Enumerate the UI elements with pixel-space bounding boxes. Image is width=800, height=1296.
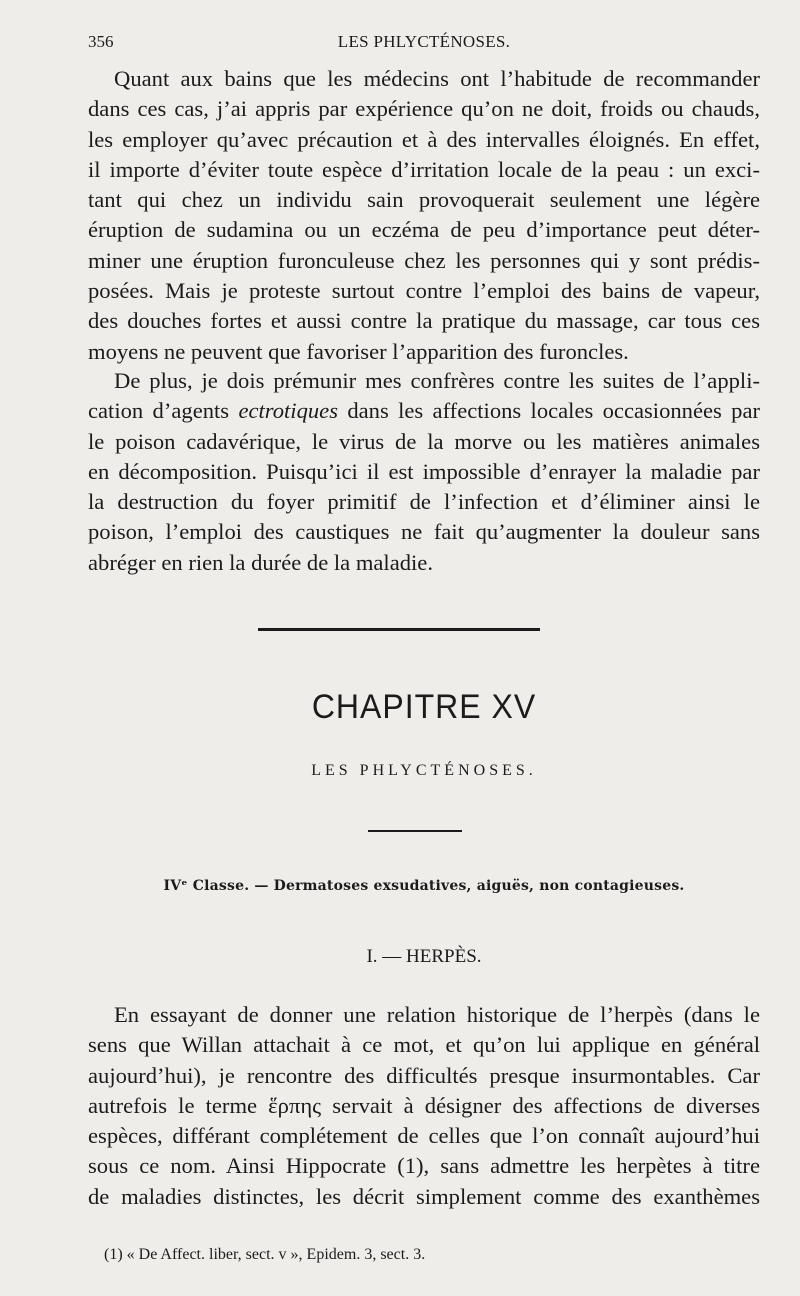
text-line: poison, l’emploi des caustiques ne fait qu’augmenter la douleur sans — [88, 519, 760, 545]
text-line: sous ce nom. Ainsi Hippocrate (1), sans admettre les herpètes à titre — [88, 1153, 760, 1179]
text-line: dans ces cas, j’ai appris par expérience qu’on ne doit, froids ou chauds, — [88, 96, 760, 122]
footnote: (1) « De Affect. liber, sect. v », Epidem. 3, sect. 3. — [104, 1246, 426, 1263]
text-line: miner une éruption furonculeuse chez les personnes qui y sont prédis- — [88, 247, 760, 273]
text-line: en décomposition. Puisqu’ici il est impossible d’enrayer la maladie par — [88, 458, 760, 484]
text-line: sens que Willan attachait à ce mot, et qu’on lui applique en général — [88, 1032, 760, 1058]
text-line: le poison cadavérique, le virus de la morve ou les matières animales — [88, 428, 760, 454]
text-line: il importe d’éviter toute espèce d’irritation locale de la peau : un exci- — [88, 156, 760, 182]
text-line: la destruction du foyer primitif de l’infection et d’éliminer ainsi le — [88, 489, 760, 515]
text-line: En essayant de donner une relation historique de l’herpès (dans le — [114, 1002, 760, 1027]
text-line: espèces, différant complétement de celles que l’on connaît aujourd’hui — [88, 1123, 760, 1149]
chapter-divider — [258, 628, 540, 631]
page-header — [88, 28, 760, 56]
text-line: moyens ne peuvent que favoriser l’apparition des furoncles. — [88, 338, 629, 364]
text-line: Quant aux bains que les médecins ont l’habitude de recommander — [114, 66, 760, 91]
paragraph-baths — [88, 64, 760, 367]
text-run: dans les affections locales occasionnées par — [338, 398, 760, 424]
chapter-title: CHAPITRE XV — [311, 686, 537, 726]
running-head: LES PHLYCTÉNOSES. — [337, 32, 511, 51]
text-line: les employer qu’avec précaution et à des intervalles éloignés. En effet, — [88, 126, 760, 152]
class-heading: IVᵉ Classe. — Dermatoses exsudatives, aiguës, non contagieuses. — [163, 878, 685, 894]
text-line: abréger en rien la durée de la maladie. — [88, 549, 433, 575]
paragraph-caustics — [88, 366, 760, 578]
text-line: des douches fortes et aussi contre la pratique du massage, car tous ces — [88, 308, 760, 334]
text-line: autrefois le terme ἕρπης servait à désigner des affections de diverses — [88, 1092, 760, 1118]
text-line — [88, 396, 760, 426]
section-heading: I. — HERPÈS. — [366, 946, 482, 967]
text-run: cation d’agents — [88, 398, 239, 424]
text-line: aujourd’hui), je rencontre des difficultés presque insurmontables. Car — [88, 1062, 760, 1088]
chapter-subtitle: LES PHLYCTÉNOSES. — [311, 762, 537, 779]
italic-term: ectrotiques — [238, 398, 338, 424]
text-line: De plus, je dois prémunir mes confrères contre les suites de l’appli- — [114, 368, 760, 393]
text-line: de maladies distinctes, les décrit simplement comme des exanthèmes — [88, 1183, 760, 1209]
text-line: éruption de sudamina ou un eczéma de peu d’importance peut déter- — [88, 217, 760, 243]
text-line: tant qui chez un individu sain provoquerait seulement une légère — [88, 187, 760, 213]
paragraph-herpes — [88, 1000, 760, 1212]
text-line: posées. Mais je proteste surtout contre l’emploi des bains de vapeur, — [88, 278, 760, 304]
short-divider — [368, 830, 462, 832]
page-number: 356 — [88, 32, 114, 51]
